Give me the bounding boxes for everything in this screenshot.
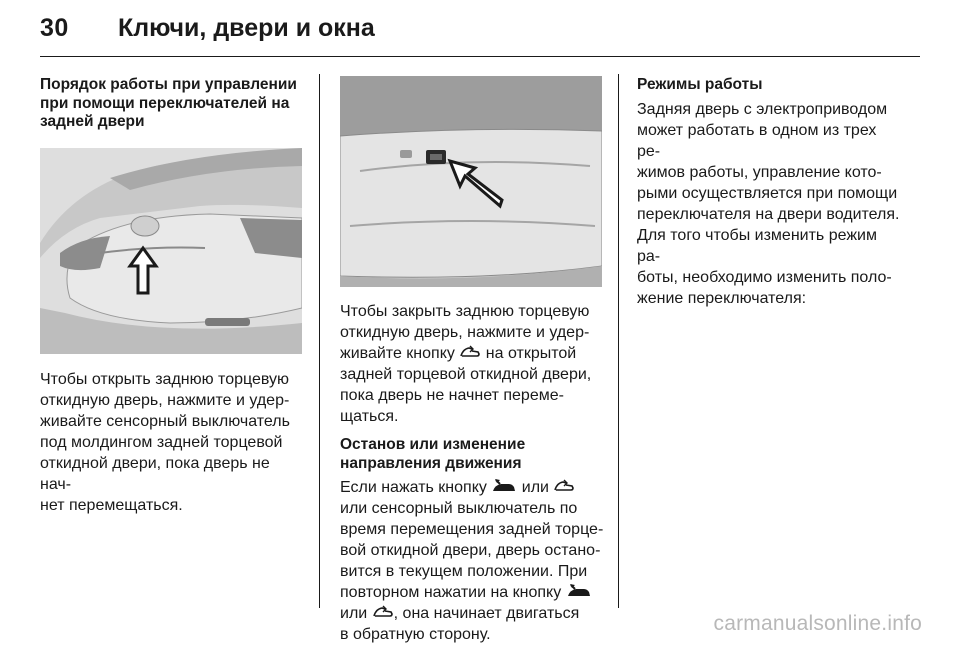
tailgate-open-icon [491, 479, 517, 495]
text-close-b: на открытой задней торцевой откидной двери, пока дверь не начнет переме- щаться. [340, 345, 592, 425]
paragraph-stop-reverse [340, 477, 605, 645]
text-stop-d: или [340, 605, 368, 622]
text-stop-e: , она начинает двигаться в обратную сторону. [340, 605, 580, 643]
page-title: Ключи, двери и окна [118, 14, 375, 42]
column-divider-2 [618, 74, 619, 608]
paragraph-operating-modes: Задняя дверь с электроприводом может работать в одном из трех ре- жимов работы, управление кото- рыми осуществляется при помощи переключателя на двери водителя. Для того чтобы изменить режим ра- боты, необходимо изменить поло- жение переключателя: [637, 100, 900, 307]
section-heading-stop: Останов или изменение направления движения [340, 436, 526, 472]
column-1 [40, 76, 305, 516]
tailgate-close-icon [459, 345, 481, 361]
watermark: carmanualsonline.info [713, 612, 922, 635]
header-divider [40, 56, 920, 57]
tailgate-interior-illustration [340, 76, 602, 287]
tailgate-open-icon [566, 584, 592, 600]
column-2 [340, 76, 605, 645]
section-heading-modes: Режимы работы [637, 76, 763, 93]
tailgate-close-icon [553, 479, 575, 495]
page-number: 30 [40, 14, 69, 42]
tailgate-exterior-illustration [40, 148, 302, 354]
column-divider-1 [319, 74, 320, 608]
column-3 [637, 76, 902, 309]
text-stop-c: или сенсорный выключатель по время перемещения задней торце- вой откидной двери, дверь остано- вится в текущем положении. При повторном нажатии на кнопку [340, 500, 604, 601]
text-stop-b: или [517, 479, 554, 496]
section-heading-switches: Порядок работы при управлении при помощи переключателей на задней двери [40, 76, 297, 130]
tailgate-close-icon [372, 605, 394, 621]
paragraph-close-tailgate [340, 301, 605, 427]
text-stop-a: Если нажать кнопку [340, 479, 492, 496]
paragraph-open-tailgate: Чтобы открыть заднюю торцевую откидную дверь, нажмите и удер- живайте сенсорный выключатель под молдингом задней торцевой откидной двери, пока дверь не нач- нет перемещаться. [40, 370, 290, 514]
text-close-a: Чтобы закрыть заднюю торцевую откидную дверь, нажмите и удер- живайте кнопку [340, 303, 590, 362]
